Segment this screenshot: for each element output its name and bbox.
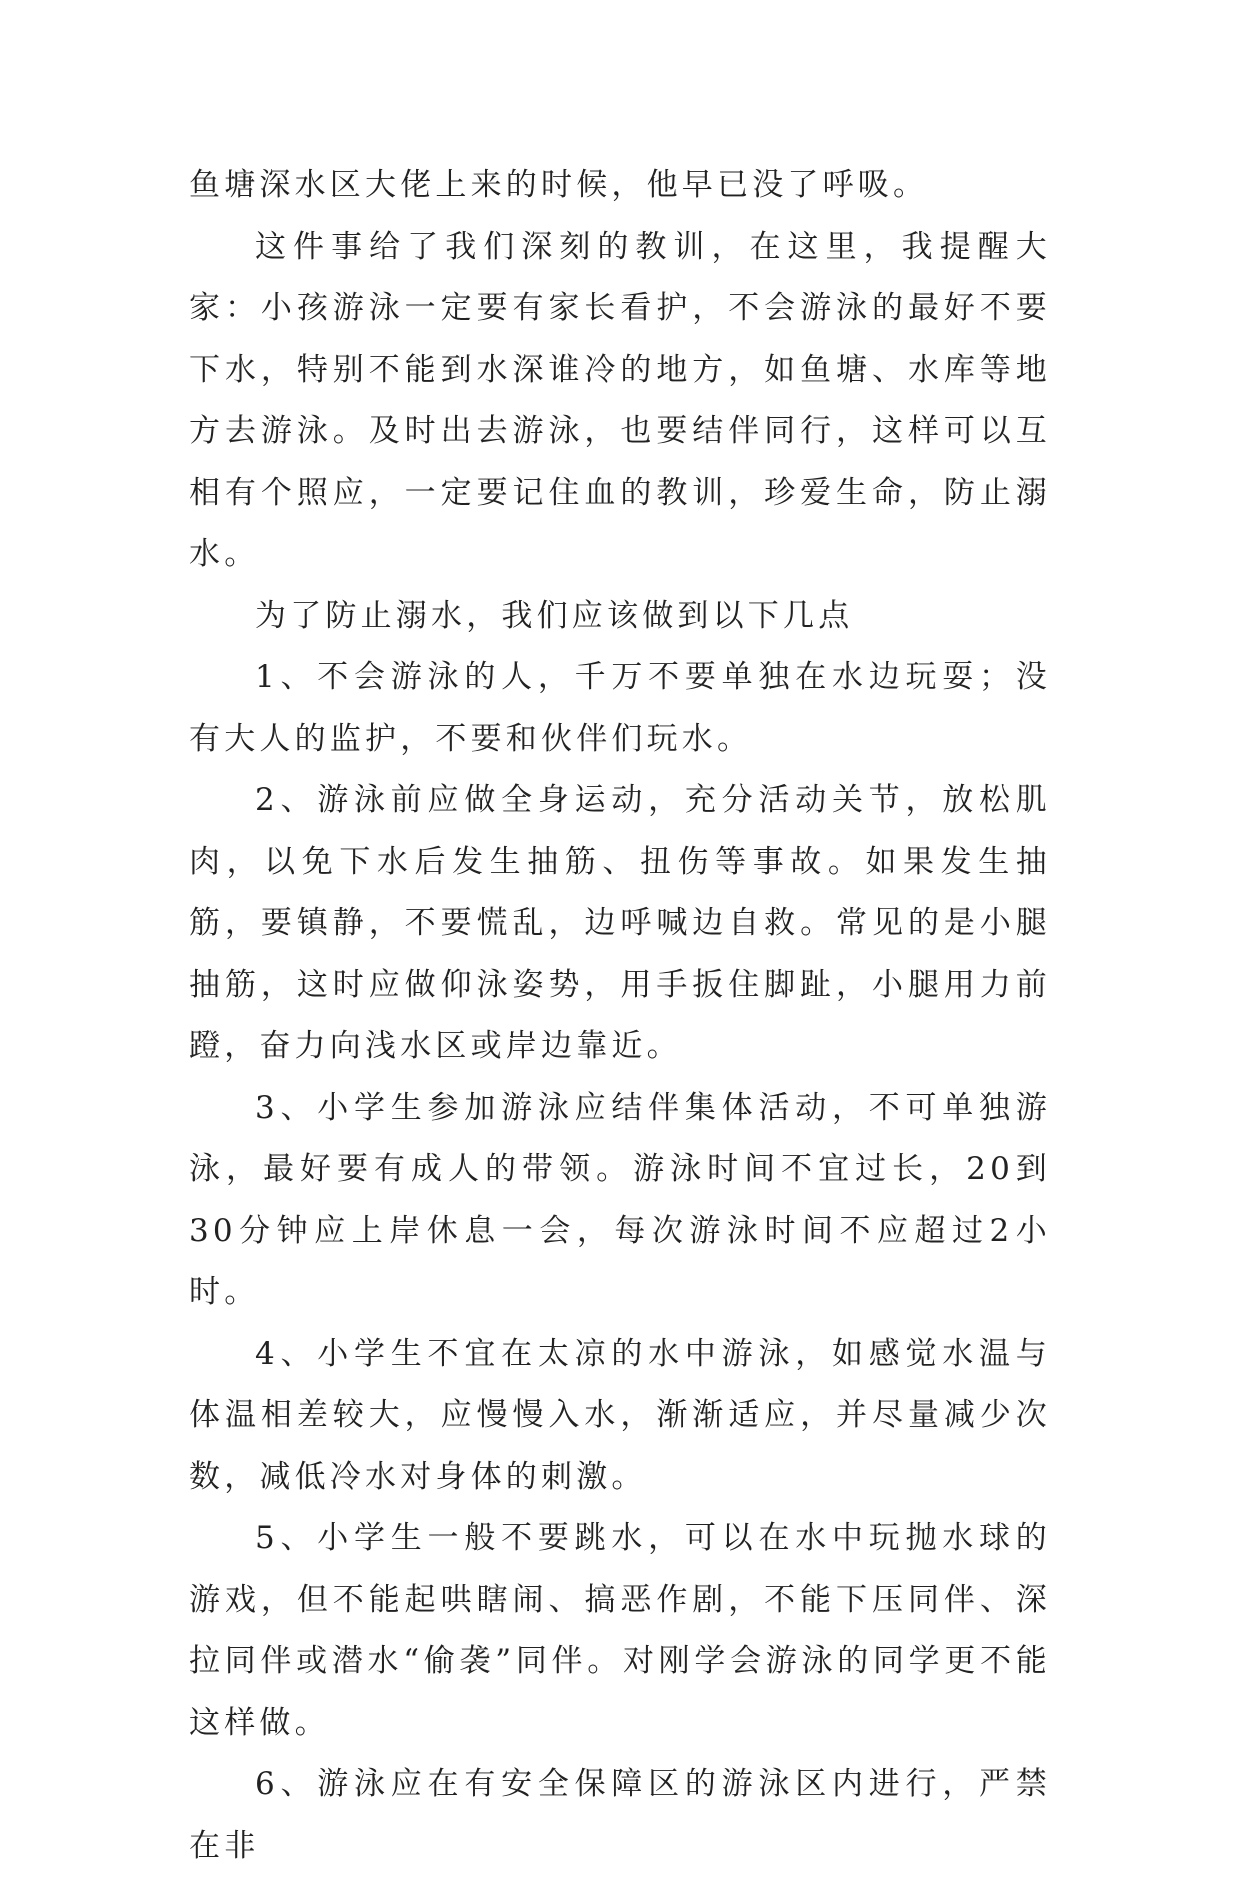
list-item-1: 1、不会游泳的人，千万不要单独在水边玩耍；没有大人的监护，不要和伙伴们玩水。 — [189, 659, 1051, 757]
list-item-5: 5、小学生一般不要跳水，可以在水中玩抛水球的游戏，但不能起哄瞎闹、搞恶作剧，不能下压同伴、深拉同伴或潜水“偷袭”同伴。对刚学会游泳的同学更不能这样做。 — [189, 1520, 1051, 1741]
list-item-3: 3、小学生参加游泳应结伴集体活动，不可单独游泳，最好要有成人的带领。游泳时间不宜过长，20到30分钟应上岸休息一会，每次游泳时间不应超过2小时。 — [189, 1089, 1051, 1310]
document-body — [189, 155, 1051, 1877]
paragraph-1: 鱼塘深水区大佬上来的时候，他早已没了呼吸。 — [189, 167, 929, 203]
list-item-6: 6、游泳应在有安全保障区的游泳区内进行，严禁在非 — [189, 1766, 1051, 1864]
list-item-4: 4、小学生不宜在太凉的水中游泳，如感觉水温与体温相差较大，应慢慢入水，渐渐适应，并尽量减少次数，减低冷水对身体的刺激。 — [189, 1335, 1051, 1495]
paragraph-2: 这件事给了我们深刻的教训，在这里，我提醒大家：小孩游泳一定要有家长看护，不会游泳的最好不要下水，特别不能到水深谁冷的地方，如鱼塘、水库等地方去游泳。及时出去游泳，也要结伴同行，这样可以互相有个照应，一定要记住血的教训，珍爱生命，防止溺水。 — [189, 228, 1051, 572]
paragraph-3: 为了防止溺水，我们应该做到以下几点 — [255, 597, 854, 634]
list-item-2: 2、游泳前应做全身运动，充分活动关节，放松肌肉，以免下水后发生抽筋、扭伤等事故。如果发生抽筋，要镇静，不要慌乱，边呼喊边自救。常见的是小腿抽筋，这时应做仰泳姿势，用手扳住脚趾，小腿用力前蹬，奋力向浅水区或岸边靠近。 — [189, 782, 1051, 1064]
